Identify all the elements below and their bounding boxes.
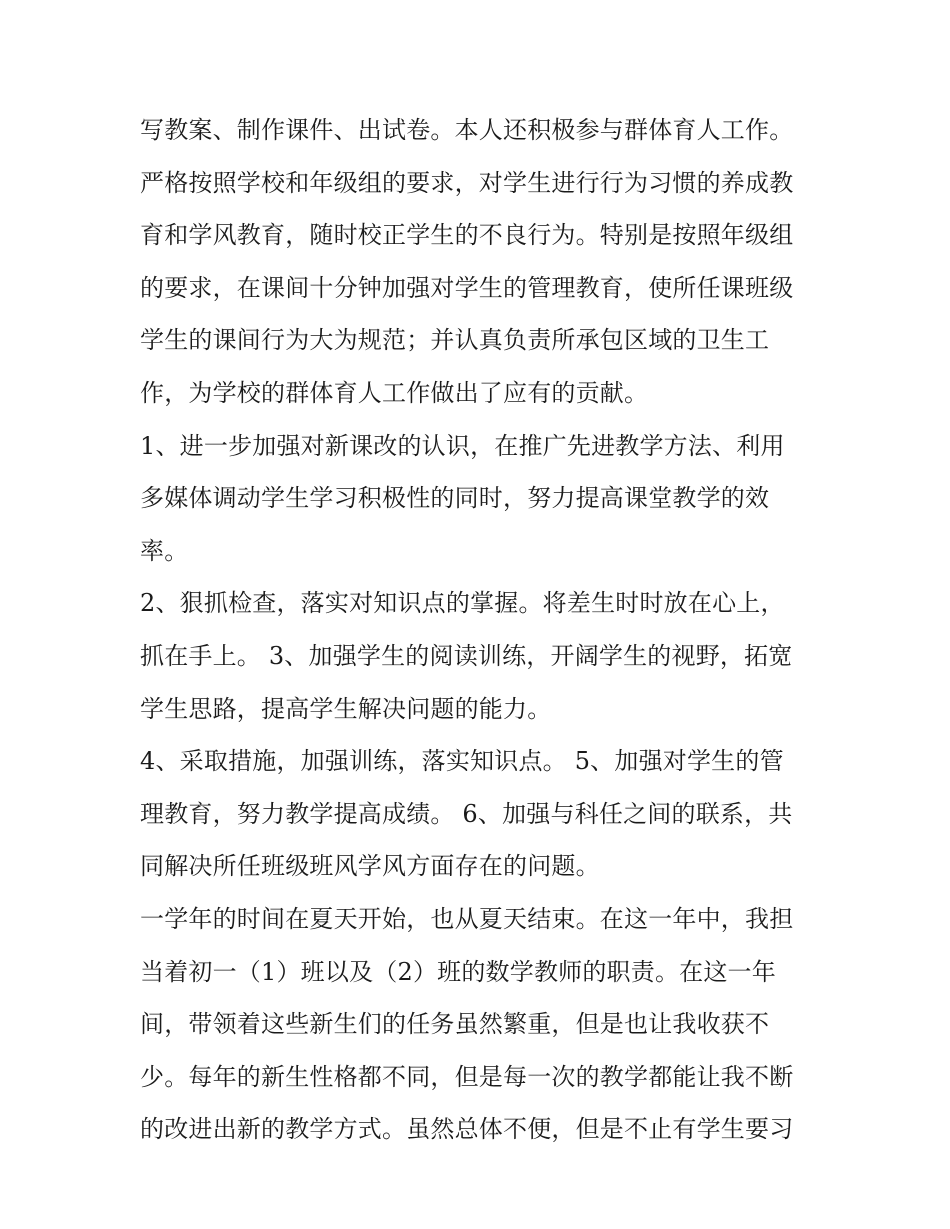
text-line: 少。每年的新生性格都不同，但是每一次的教学都能让我不断 (140, 1062, 794, 1091)
text-line: 率。 (140, 536, 189, 565)
text-line: 学生的课间行为大为规范；并认真负责所承包区域的卫生工 (140, 326, 770, 355)
text-line: 的要求，在课间十分钟加强对学生的管理教育，使所任课班级 (140, 273, 794, 302)
text-line: 的改进出新的教学方式。虽然总体不便，但是不止有学生要习 (140, 1115, 794, 1144)
text-line: 当着初一（1）班以及（2）班的数学教师的职责。在这一年 (140, 957, 776, 986)
text-line: 作，为学校的群体育人工作做出了应有的贡献。 (140, 378, 649, 407)
text-line: 育和学风教育，随时校正学生的不良行为。特别是按照年级组 (140, 221, 794, 250)
text-line: 理教育，努力教学提高成绩。 6、加强与科任之间的联系，共 (140, 799, 793, 828)
text-line: 4、采取措施，加强训练，落实知识点。 5、加强对学生的管 (140, 747, 784, 776)
text-line: 同解决所任班级班风学风方面存在的问题。 (140, 852, 600, 881)
body-text (140, 104, 830, 1156)
text-line: 抓在手上。 3、加强学生的阅读训练，开阔学生的视野，拓宽 (140, 641, 793, 670)
text-line: 学生思路，提高学生解决问题的能力。 (140, 694, 552, 723)
text-line: 写教案、制作课件、出试卷。本人还积极参与群体育人工作。 (140, 116, 794, 144)
text-line: 间，带领着这些新生们的任务虽然繁重，但是也让我收获不 (140, 1010, 770, 1039)
text-line: 一学年的时间在夏天开始，也从夏天结束。在这一年中，我担 (140, 904, 794, 933)
text-line: 多媒体调动学生学习积极性的同时，努力提高课堂教学的效 (140, 484, 770, 513)
text-line: 严格按照学校和年级组的要求，对学生进行行为习惯的养成教 (140, 168, 794, 197)
text-line: 1、进一步加强对新课改的认识，在推广先进教学方法、利用 (140, 431, 785, 460)
text-line: 2、狠抓检查，落实对知识点的掌握。将差生时时放在心上， (140, 589, 785, 618)
